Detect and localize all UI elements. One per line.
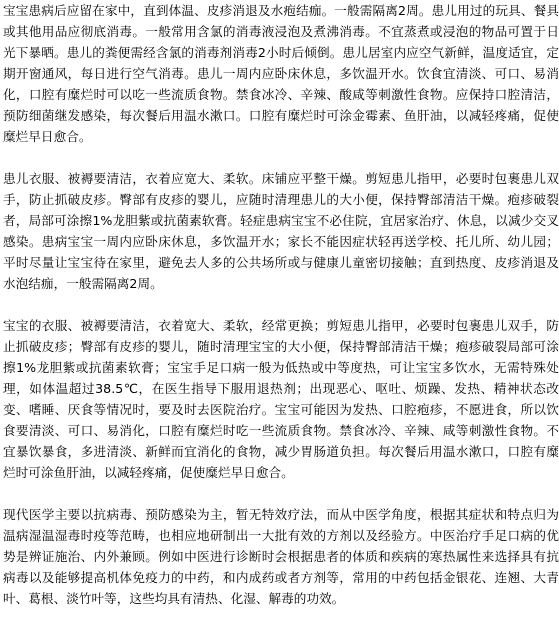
paragraph-baby-care: 宝宝的衣服、被褥要清洁，衣着宽大、柔软，经常更换；剪短患儿指甲，必要时包裹患儿双手，防止抓破皮疹；臀部有皮疹的婴儿，随时清理宝宝的大小便，保持臀部清洁干燥；疱疹破裂局部可涂擦1%龙胆紫或抗菌素软膏；宝宝手足口病一般为低热或中等度热，可让宝宝多饮水，无需特殊处理，如体温超过38.5℃，在医生指导下服用退热剂；出现恶心、呕吐、烦躁、发热、精神状态改变、嗜睡、厌食等情况时，要及时去医院治疗。宝宝可能因为发热、口腔疱疹，不愿进食，所以饮食要清淡、可口、易消化，口腔有糜烂时吃一些流质食物。禁食冰冷、辛辣、咸等刺激性食物。不宜暴饮暴食，多进清淡、新鲜而宜消化的食物，减少胃肠道负担。每次餐后用温水漱口，口腔有糜烂时可涂鱼肝油，以减轻疼痛，促使糜烂早日愈合。 (3, 318, 559, 480)
paragraph-tcm-treatment: 现代医学主要以抗病毒、预防感染为主，暂无特效疗法，而从中医学角度，根据其症状和特点归为温病湿温湿毒时疫等范畴，也相应地研制出一大批有效的方剂以及经验方。中医治疗手足口病的优势是辨证施治、内外兼顾。例如中医进行诊断时会根据患者的体质和疾病的寒热属性来选择具有抗病毒以及能够提高机体免疫力的中药，和内成药或者方剂等，常用的中药包括金银花、连翘、大青叶、葛根、淡竹叶等，这些均具有清热、化湿、解毒的功效。 (3, 507, 559, 606)
paragraph-hygiene-isolation: 患儿衣服、被褥要清洁，衣着应宽大、柔软。床铺应平整干燥。剪短患儿指甲，必要时包裹患儿双手，防止抓破皮疹。臀部有皮疹的婴儿，应随时清理患儿的大小便，保持臀部清洁干燥。疱疹破裂者，局部可涂擦1%龙胆紫或抗菌素软膏。轻症患病宝宝不必住院，宜居家治疗、休息，以减少交叉感染。患病宝宝一周内应卧床休息，多饮温开水；家长不能因症状轻再送学校、托儿所、幼儿园；平时尽量让宝宝待在家里，避免去人多的公共场所或与健康儿童密切接触；直到热度、皮疹消退及水泡结痂，一般需隔离2周。 (3, 171, 559, 291)
paragraph-home-care: 宝宝患病后应留在家中，直到体温、皮疹消退及水疱结痂。一般需隔离2周。患儿用过的玩具、餐具或其他用品应彻底消毒。一般常用含氯的消毒液浸泡及煮沸消毒。不宜蒸煮或浸泡的物品可置于日光下暴晒。患儿的粪便需经含氯的消毒剂消毒2小时后倾倒。患儿居室内应空气新鲜，温度适宜，定期开窗通风，每日进行空气消毒。患儿一周内应卧床休息，多饮温开水。饮食宜清淡、可口、易消化，口腔有糜烂时可以吃一些流质食物。禁食冰冷、辛辣、酸咸等刺激性食物。应保持口腔清洁，预防细菌继发感染，每次餐后用温水漱口。口腔有糜烂时可涂金霉素、鱼肝油，以减轻疼痛，促使糜烂早日愈合。 (3, 3, 559, 144)
